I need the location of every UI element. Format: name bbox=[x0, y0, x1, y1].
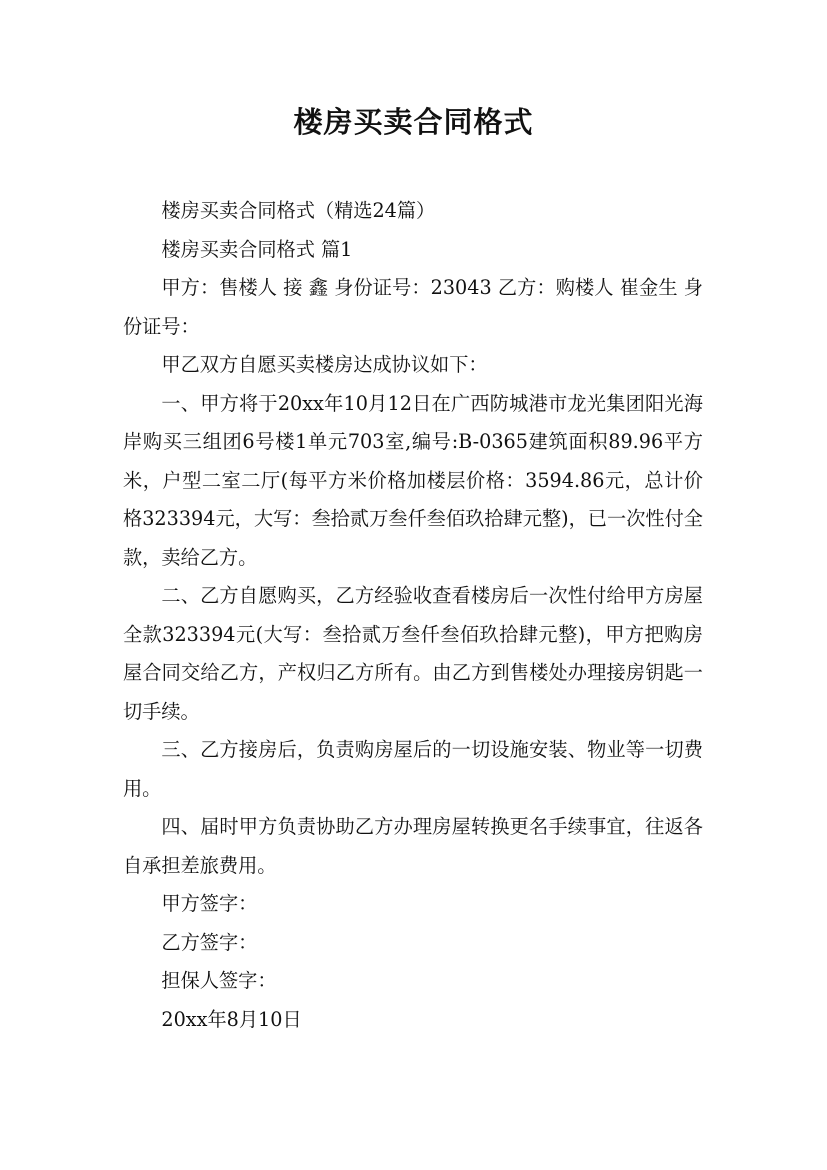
signature-party-a: 甲方签字： bbox=[161, 892, 258, 915]
paragraph-clause-3: 三、乙方接房后，负责购房屋后的一切设施安装、物业等一切费用。 bbox=[123, 738, 703, 800]
paragraph-clause-1: 一、甲方将于20xx年10月12日在广西防城港市龙光集团阳光海岸购买三组团6号楼1单元703室,编号:B-0365建筑面积89.96平方米，户型二室二厅(每平方米价格加楼层价格：3594.86元，总计价格323394元，大写：叁拾贰万叁仟叁佰玖拾肆元整)，已一次性付全款，卖给乙方。 bbox=[123, 391, 703, 569]
document-date: 20xx年8月10日 bbox=[161, 1007, 302, 1031]
paragraph-parties: 甲方：售楼人 接 鑫 身份证号：23043 乙方：购楼人 崔金生 身份证号： bbox=[123, 276, 703, 338]
paragraph-clause-2: 二、乙方自愿购买，乙方经验收查看楼房后一次性付给甲方房屋全款323394元(大写：叁拾贰万叁仟叁佰玖拾肆元整)，甲方把购房屋合同交给乙方，产权归乙方所有。由乙方到售楼处办理接房钥匙一切手续。 bbox=[123, 584, 703, 723]
document-body bbox=[123, 192, 703, 1039]
paragraph-clause-4: 四、届时甲方负责协助乙方办理房屋转换更名手续事宜，往返各自承担差旅费用。 bbox=[123, 815, 703, 877]
signature-guarantor: 担保人签字： bbox=[161, 969, 277, 992]
paragraph-agreement-intro: 甲乙双方自愿买卖楼房达成协议如下： bbox=[161, 353, 488, 376]
signature-party-b: 乙方签字： bbox=[161, 930, 258, 954]
paragraph-subtitle: 楼房买卖合同格式（精选24篇） bbox=[161, 199, 436, 222]
document-title: 楼房买卖合同格式 bbox=[293, 105, 534, 139]
paragraph-section-heading: 楼房买卖合同格式 篇1 bbox=[161, 237, 353, 261]
